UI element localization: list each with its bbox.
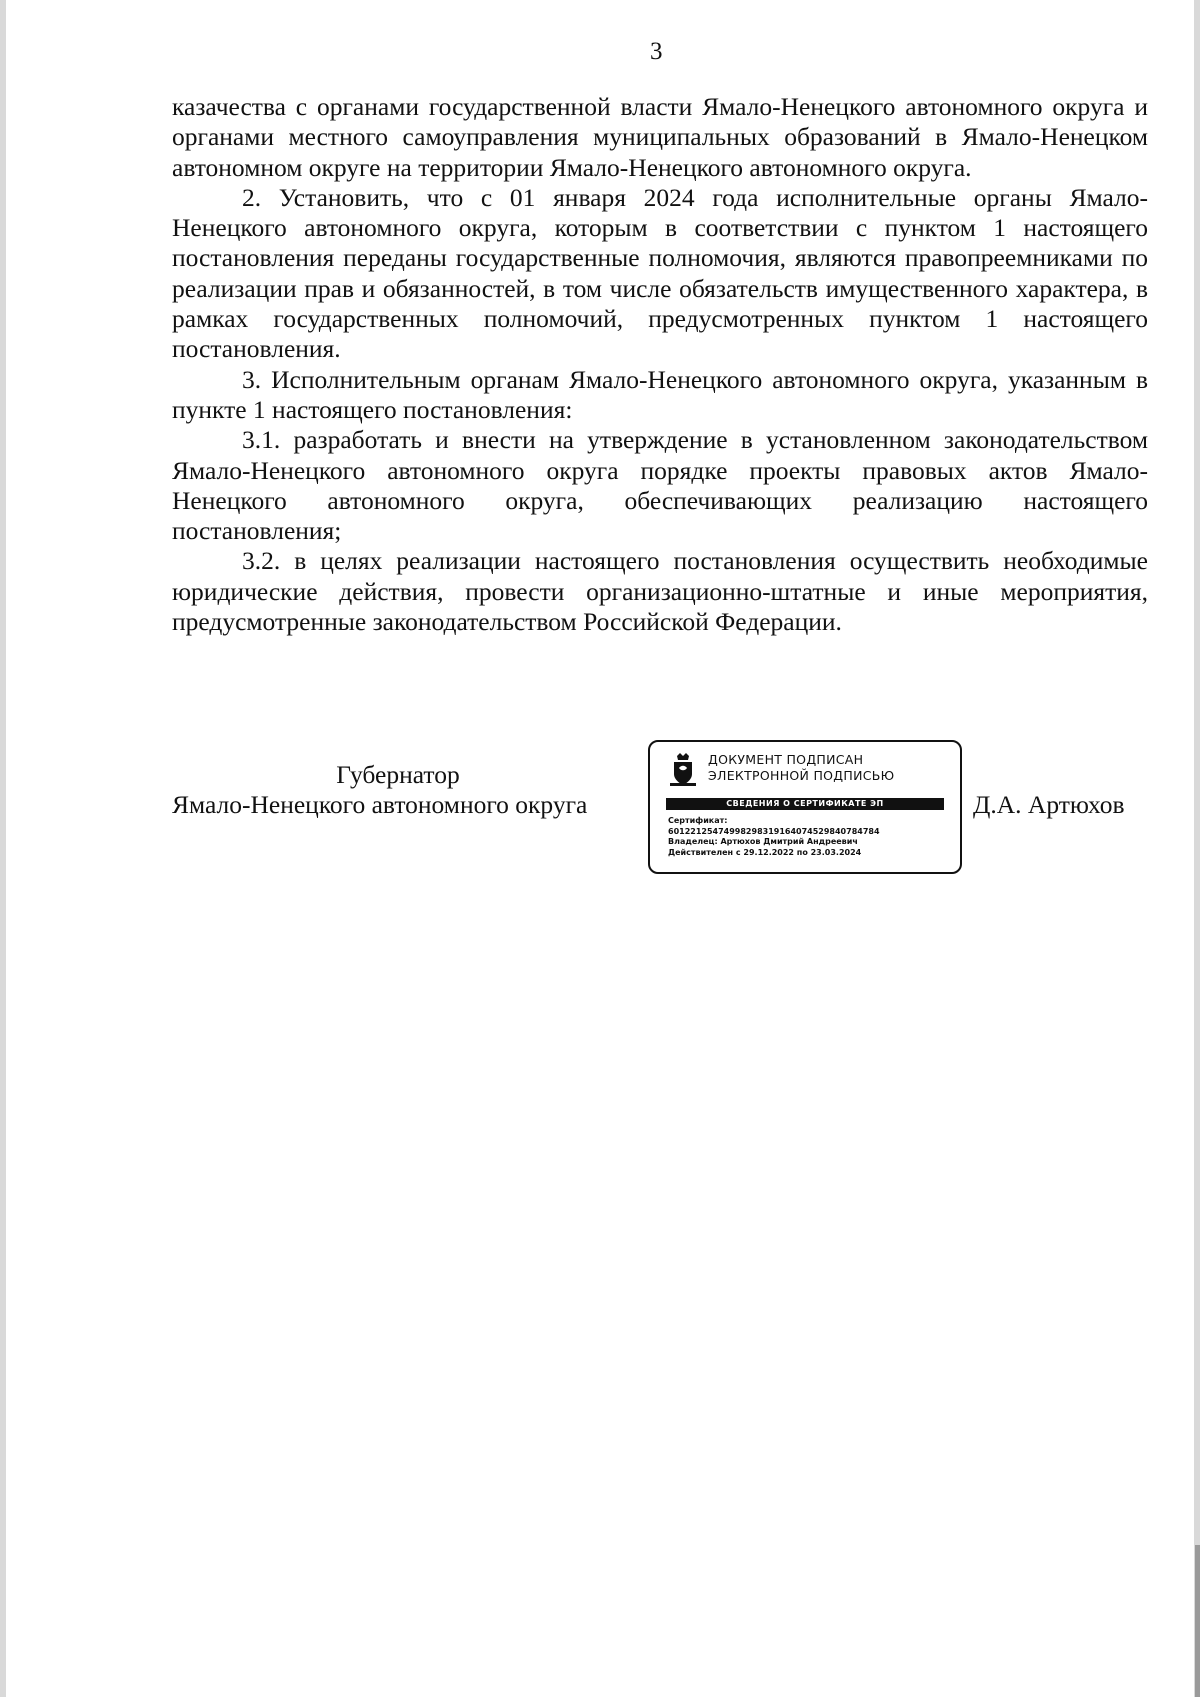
scan-right-shadow	[1195, 1545, 1200, 1697]
signatory-title-line2: Ямало-Ненецкого автономного округа	[172, 790, 588, 819]
stamp-header-line2: ЭЛЕКТРОННОЙ ПОДПИСЬЮ	[708, 768, 895, 783]
certificate-validity: Действителен с 29.12.2022 по 23.03.2024	[668, 847, 862, 857]
paragraph-item-2: 2. Установить, что с 01 января 2024 года исполнительные органы Ямало-Ненецкого автономного округа, которым в соответствии с пунктом 1 настоящего постановления переданы государственные полномочия, являются правопреемниками по реализации прав и обязанностей, в том числе обязательств имущественного характера, в рамках государственных полномочий, предусмотренных пунктом 1 настоящего постановления.	[172, 182, 1148, 364]
stamp-header	[708, 752, 948, 784]
coat-of-arms-icon	[668, 752, 698, 788]
certificate-info-bar: СВЕДЕНИЯ О СЕРТИФИКАТЕ ЭП	[666, 798, 944, 810]
paragraph-continuation: казачества с органами государственной власти Ямало-Ненецкого автономного округа и органами местного самоуправления муниципальных образований в Ямало-Ненецком автономном округе на территории Ямало-Ненецкого автономного округа.	[172, 92, 1148, 182]
certificate-details	[668, 816, 958, 858]
signature-block	[0, 740, 1200, 880]
certificate-number: 60122125474998298319164074529840784784	[668, 826, 880, 836]
electronic-signature-stamp	[648, 740, 962, 874]
page-number: 3	[650, 38, 663, 65]
signatory-name: Д.А. Артюхов	[973, 790, 1125, 819]
certificate-label: Сертификат:	[668, 816, 728, 825]
paragraph-item-3-1: 3.1. разработать и внести на утверждение в установленном законодательством Ямало-Ненецкого автономного округа порядке проекты правовых актов Ямало-Ненецкого автономного округа, обеспечивающих реализацию настоящего постановления;	[172, 425, 1148, 546]
stamp-header-line1: ДОКУМЕНТ ПОДПИСАН	[708, 752, 864, 767]
certificate-owner: Владелец: Артюхов Дмитрий Андреевич	[668, 837, 858, 846]
paragraph-item-3: 3. Исполнительным органам Ямало-Ненецкого автономного округа, указанным в пункте 1 настоящего постановления:	[172, 364, 1148, 424]
document-body	[172, 92, 1148, 637]
signatory-title	[172, 760, 632, 820]
paragraph-item-3-2: 3.2. в целях реализации настоящего постановления осуществить необходимые юридические действия, провести организационно-штатные и иные мероприятия, предусмотренные законодательством Российской Федерации.	[172, 546, 1148, 637]
signatory-title-line1: Губернатор	[336, 760, 460, 789]
